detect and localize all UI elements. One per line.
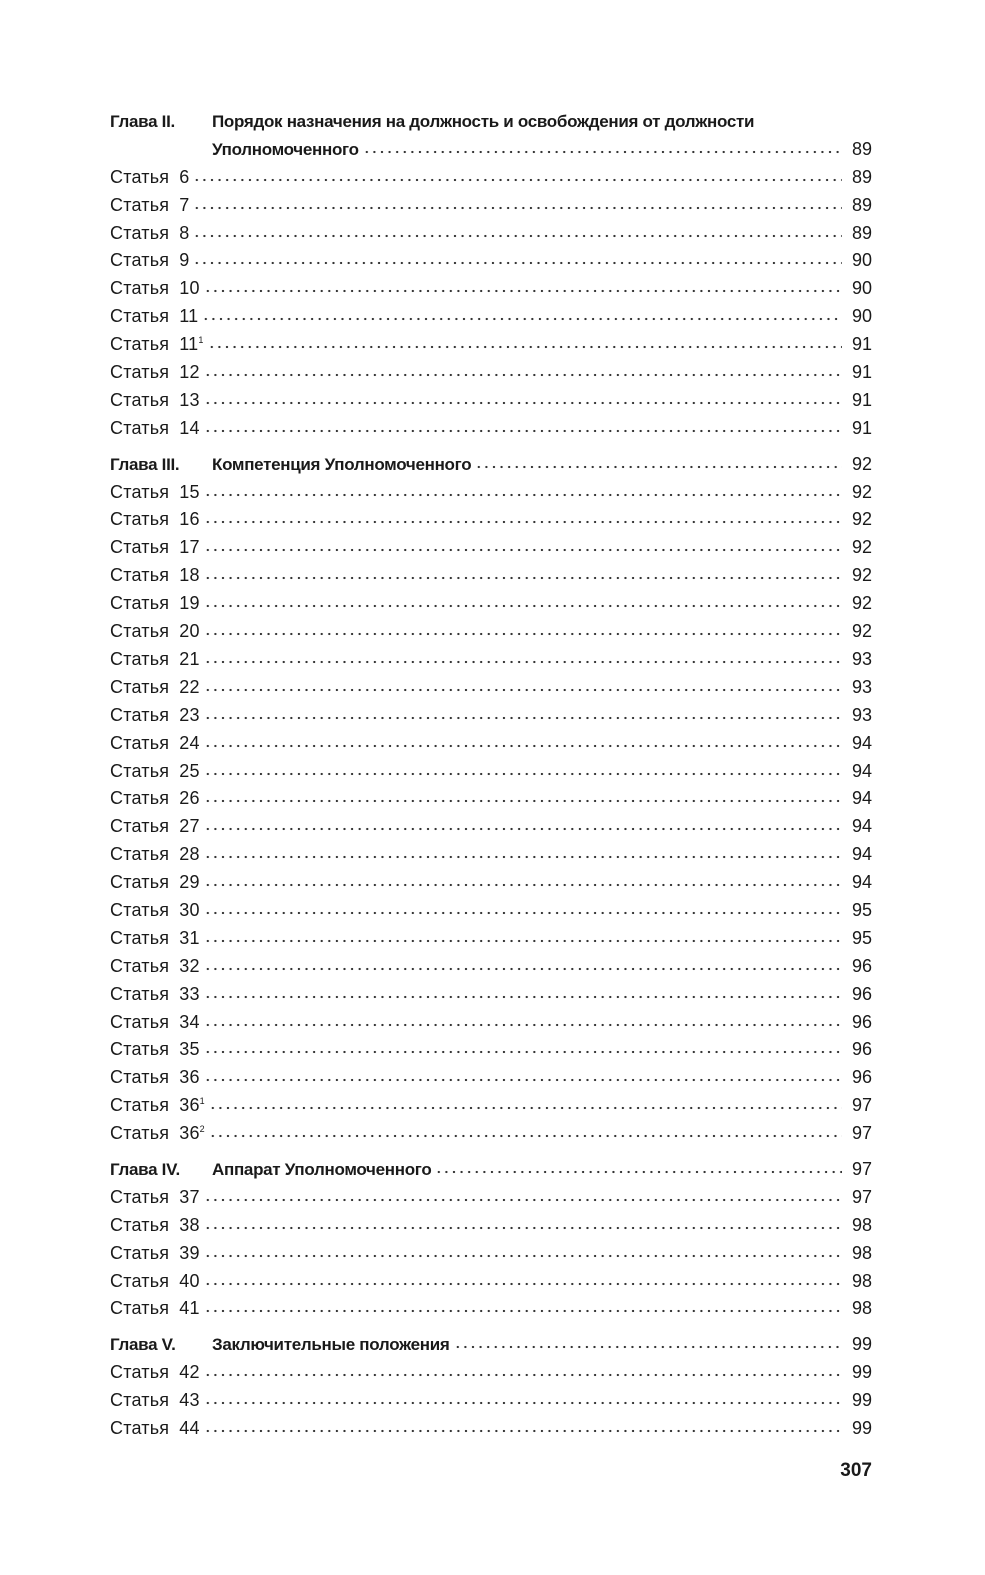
article-list	[110, 1359, 872, 1443]
toc-entry-article[interactable]	[110, 1212, 872, 1240]
article-label	[110, 1295, 200, 1323]
toc-entry-article[interactable]	[110, 331, 872, 359]
article-number: 17	[179, 537, 200, 558]
article-number: 14	[179, 417, 200, 438]
toc-entry-article[interactable]	[110, 1120, 872, 1148]
article-page-number: 94	[851, 844, 872, 865]
article-number: 20	[179, 621, 200, 642]
chapter-title	[212, 1331, 872, 1359]
article-page-number: 92	[851, 509, 872, 530]
article-word: Статья	[110, 389, 170, 410]
dot-leader	[204, 1401, 842, 1405]
article-page-number: 92	[851, 565, 872, 586]
article-word: Статья	[110, 509, 170, 530]
chapter-title-text: Порядок назначения на должность и освобождения от должности	[212, 112, 755, 131]
article-label	[110, 1359, 200, 1387]
toc-entry-article[interactable]	[110, 415, 872, 443]
chapter-title-line	[212, 108, 872, 136]
dot-leader	[204, 716, 842, 720]
toc-entry-article[interactable]	[110, 1240, 872, 1268]
article-word: Статья	[110, 1095, 170, 1116]
dot-leader	[193, 234, 842, 238]
article-page-number: 92	[851, 621, 872, 642]
article-number: 6	[179, 166, 190, 187]
article-page-number: 96	[851, 983, 872, 1004]
article-number: 11	[179, 306, 199, 327]
article-page-number: 91	[851, 362, 872, 383]
article-page-number: 94	[851, 872, 872, 893]
chapter-title-line	[212, 451, 872, 479]
toc-entry-article[interactable]	[110, 1387, 872, 1415]
article-number: 36	[179, 1067, 200, 1088]
article-number: 22	[179, 676, 200, 697]
toc-entry-article[interactable]	[110, 758, 872, 786]
article-label	[110, 1120, 205, 1148]
chapter-heading[interactable]	[110, 1156, 872, 1184]
article-page-number: 90	[851, 250, 872, 271]
article-word: Статья	[110, 1418, 170, 1439]
dot-leader	[204, 939, 842, 943]
article-label	[110, 192, 189, 220]
article-word: Статья	[110, 222, 170, 243]
article-word: Статья	[110, 194, 170, 215]
dot-leader	[204, 911, 842, 915]
dot-leader	[204, 967, 842, 971]
dot-leader	[204, 1373, 842, 1377]
article-page-number: 96	[851, 1011, 872, 1032]
article-number: 15	[179, 481, 200, 502]
article-number: 30	[179, 899, 200, 920]
toc-entry-article[interactable]	[110, 981, 872, 1009]
article-number: 8	[179, 222, 190, 243]
article-label	[110, 415, 200, 443]
dot-leader	[204, 883, 842, 887]
article-number: 31	[179, 927, 200, 948]
article-word: Статья	[110, 872, 170, 893]
dot-leader	[204, 1429, 842, 1433]
chapter-label: Глава IV.	[110, 1159, 180, 1179]
article-label	[110, 925, 200, 953]
dot-leader	[435, 1170, 842, 1174]
article-label	[110, 646, 200, 674]
article-word: Статья	[110, 306, 170, 327]
toc-entry-article[interactable]	[110, 275, 872, 303]
article-number: 37	[179, 1186, 200, 1207]
article-word: Статья	[110, 1214, 170, 1235]
article-number: 16	[179, 509, 200, 530]
toc-entry-article[interactable]	[110, 1268, 872, 1296]
toc-entry-article[interactable]	[110, 730, 872, 758]
article-word: Статья	[110, 621, 170, 642]
toc-entry-article[interactable]	[110, 953, 872, 981]
toc-entry-article[interactable]	[110, 479, 872, 507]
article-label	[110, 981, 200, 1009]
article-word: Статья	[110, 704, 170, 725]
toc-entry-article[interactable]	[110, 702, 872, 730]
toc-entry-article[interactable]	[110, 674, 872, 702]
toc-entry-article[interactable]	[110, 590, 872, 618]
toc-entry-article[interactable]	[110, 1295, 872, 1323]
dot-leader	[204, 1226, 842, 1230]
article-label	[110, 841, 200, 869]
dot-leader	[204, 401, 842, 405]
toc-entry-article[interactable]	[110, 562, 872, 590]
article-number: 19	[179, 593, 200, 614]
article-number: 28	[179, 844, 200, 865]
article-number: 44	[179, 1418, 200, 1439]
article-number: 33	[179, 983, 200, 1004]
toc-entry-article[interactable]	[110, 618, 872, 646]
dot-leader	[193, 206, 842, 210]
article-page-number: 94	[851, 732, 872, 753]
article-page-number: 97	[851, 1095, 872, 1116]
chapter-title	[212, 1156, 872, 1184]
dot-leader	[209, 1106, 842, 1110]
chapter-title-line	[212, 1156, 872, 1184]
toc-entry-article[interactable]	[110, 897, 872, 925]
toc-entry-article[interactable]	[110, 1064, 872, 1092]
article-word: Статья	[110, 1242, 170, 1263]
chapter-page-number: 89	[851, 138, 872, 159]
article-word: Статья	[110, 250, 170, 271]
chapter-title	[212, 108, 872, 164]
article-label	[110, 506, 200, 534]
article-word: Статья	[110, 537, 170, 558]
article-word: Статья	[110, 278, 170, 299]
article-page-number: 98	[851, 1214, 872, 1235]
article-word: Статья	[110, 166, 170, 187]
article-page-number: 94	[851, 788, 872, 809]
toc-entry-article[interactable]	[110, 1092, 872, 1120]
article-label	[110, 590, 200, 618]
toc-entry-article[interactable]	[110, 387, 872, 415]
article-page-number: 97	[851, 1186, 872, 1207]
chapter-title-text: Аппарат Уполномоченного	[212, 1159, 432, 1179]
toc-entry-article[interactable]	[110, 785, 872, 813]
article-page-number: 94	[851, 760, 872, 781]
article-page-number: 99	[851, 1390, 872, 1411]
toc-chapter	[110, 1331, 872, 1443]
toc-chapter	[110, 451, 872, 1148]
dot-leader	[454, 1345, 843, 1349]
dot-leader	[204, 799, 842, 803]
chapter-page-number: 92	[851, 453, 872, 474]
article-label	[110, 897, 200, 925]
article-page-number: 98	[851, 1270, 872, 1291]
article-label	[110, 220, 189, 248]
chapter-label: Глава II.	[110, 112, 175, 131]
article-page-number: 91	[851, 389, 872, 410]
toc-chapter	[110, 108, 872, 443]
dot-leader	[204, 1282, 842, 1286]
article-label	[110, 303, 198, 331]
article-word: Статья	[110, 1123, 170, 1144]
article-page-number: 97	[851, 1123, 872, 1144]
article-word: Статья	[110, 1186, 170, 1207]
article-page-number: 96	[851, 1067, 872, 1088]
dot-leader	[204, 1254, 842, 1258]
article-number: 32	[179, 955, 200, 976]
article-label	[110, 1415, 200, 1443]
article-word: Статья	[110, 1039, 170, 1060]
toc-entry-article[interactable]	[110, 869, 872, 897]
article-label	[110, 1009, 200, 1037]
article-word: Статья	[110, 927, 170, 948]
dot-leader	[204, 289, 842, 293]
toc-entry-article[interactable]	[110, 646, 872, 674]
article-label	[110, 953, 200, 981]
article-page-number: 93	[851, 704, 872, 725]
article-word: Статья	[110, 816, 170, 837]
article-number: 42	[179, 1362, 200, 1383]
article-page-number: 98	[851, 1298, 872, 1319]
dot-leader	[204, 604, 842, 608]
dot-leader	[204, 1309, 842, 1313]
article-label	[110, 275, 200, 303]
toc-entry-article[interactable]	[110, 1184, 872, 1212]
article-page-number: 92	[851, 593, 872, 614]
article-list	[110, 1184, 872, 1323]
toc-entry-article[interactable]	[110, 813, 872, 841]
chapter-label: Глава III.	[110, 454, 180, 474]
article-label	[110, 1240, 200, 1268]
dot-leader	[475, 465, 842, 469]
article-label	[110, 331, 204, 359]
toc-entry-article[interactable]	[110, 534, 872, 562]
article-label	[110, 247, 189, 275]
article-number: 7	[179, 194, 190, 215]
toc-chapter	[110, 1156, 872, 1323]
dot-leader	[204, 373, 842, 377]
toc-entry-article[interactable]	[110, 247, 872, 275]
article-label	[110, 534, 200, 562]
dot-leader	[204, 1078, 842, 1082]
article-number: $36^2$	[179, 1123, 205, 1144]
article-label	[110, 164, 189, 192]
article-word: Статья	[110, 955, 170, 976]
article-superscript: 2	[199, 1124, 205, 1135]
article-page-number: 93	[851, 676, 872, 697]
article-label	[110, 1092, 205, 1120]
dot-leader	[204, 772, 842, 776]
chapter-title-text: Заключительные положения	[212, 1335, 450, 1355]
article-label	[110, 359, 200, 387]
dot-leader	[209, 1134, 842, 1138]
chapter-title-text: Уполномоченного	[212, 139, 359, 159]
toc-entry-article[interactable]	[110, 841, 872, 869]
article-word: Статья	[110, 1298, 170, 1319]
article-page-number: 92	[851, 481, 872, 502]
article-number: 35	[179, 1039, 200, 1060]
article-number: 41	[179, 1298, 200, 1319]
chapter-page-number: 99	[851, 1334, 872, 1355]
article-list	[110, 479, 872, 1148]
article-label	[110, 702, 200, 730]
article-number: 38	[179, 1214, 200, 1235]
article-page-number: 92	[851, 537, 872, 558]
article-number: 34	[179, 1011, 200, 1032]
article-page-number: 89	[851, 194, 872, 215]
article-number: 9	[179, 250, 190, 271]
dot-leader	[202, 317, 842, 321]
article-page-number: 91	[851, 417, 872, 438]
dot-leader	[193, 178, 842, 182]
article-number: 39	[179, 1242, 200, 1263]
article-superscript: 1	[199, 1096, 205, 1107]
toc-entry-article[interactable]	[110, 1036, 872, 1064]
toc-entry-article[interactable]	[110, 1415, 872, 1443]
chapter-title	[212, 451, 872, 479]
article-page-number: 96	[851, 1039, 872, 1060]
dot-leader	[204, 744, 842, 748]
article-word: Статья	[110, 983, 170, 1004]
article-page-number: 99	[851, 1362, 872, 1383]
dot-leader	[204, 548, 842, 552]
article-number: $11^1$	[179, 334, 204, 355]
article-word: Статья	[110, 1390, 170, 1411]
article-number: 25	[179, 760, 200, 781]
dot-leader	[193, 261, 842, 265]
toc-entry-article[interactable]	[110, 1359, 872, 1387]
article-label	[110, 1387, 200, 1415]
article-word: Статья	[110, 1067, 170, 1088]
chapter-page-number: 97	[851, 1158, 872, 1179]
article-label	[110, 730, 200, 758]
article-label	[110, 758, 200, 786]
article-page-number: 89	[851, 166, 872, 187]
toc-entry-article[interactable]	[110, 220, 872, 248]
dot-leader	[204, 1050, 842, 1054]
toc-entry-article[interactable]	[110, 359, 872, 387]
chapter-heading[interactable]	[110, 108, 872, 164]
article-page-number: 95	[851, 927, 872, 948]
dot-leader	[208, 345, 842, 349]
dot-leader	[204, 576, 842, 580]
article-label	[110, 387, 200, 415]
article-page-number: 93	[851, 648, 872, 669]
article-word: Статья	[110, 648, 170, 669]
article-page-number: 95	[851, 899, 872, 920]
article-number: 29	[179, 872, 200, 893]
chapter-title-text: Компетенция Уполномоченного	[212, 454, 472, 474]
article-page-number: 96	[851, 955, 872, 976]
article-label	[110, 1184, 200, 1212]
article-label	[110, 869, 200, 897]
article-number: 40	[179, 1270, 200, 1291]
toc-entry-article[interactable]	[110, 303, 872, 331]
article-page-number: 94	[851, 816, 872, 837]
article-word: Статья	[110, 417, 170, 438]
article-page-number: 90	[851, 278, 872, 299]
article-page-number: 91	[851, 334, 872, 355]
article-word: Статья	[110, 899, 170, 920]
article-number: 27	[179, 816, 200, 837]
article-word: Статья	[110, 788, 170, 809]
chapter-label: Глава V.	[110, 1335, 176, 1355]
dot-leader	[204, 688, 842, 692]
table-of-contents	[110, 108, 872, 1443]
toc-entry-article[interactable]	[110, 506, 872, 534]
page-number: 307	[840, 1460, 872, 1481]
dot-leader	[204, 520, 842, 524]
dot-leader	[204, 995, 842, 999]
article-label	[110, 1268, 200, 1296]
article-label	[110, 618, 200, 646]
toc-entry-article[interactable]	[110, 925, 872, 953]
article-page-number: 99	[851, 1418, 872, 1439]
dot-leader	[204, 855, 842, 859]
article-number: 10	[179, 278, 200, 299]
article-word: Статья	[110, 1270, 170, 1291]
article-number: 26	[179, 788, 200, 809]
article-list	[110, 164, 872, 443]
article-number: 24	[179, 732, 200, 753]
toc-entry-article[interactable]	[110, 164, 872, 192]
article-number: 18	[179, 565, 200, 586]
article-label	[110, 813, 200, 841]
article-number: 43	[179, 1390, 200, 1411]
article-word: Статья	[110, 1362, 170, 1383]
dot-leader	[204, 660, 842, 664]
article-number: $36^1$	[179, 1095, 205, 1116]
article-word: Статья	[110, 334, 170, 355]
dot-leader	[363, 150, 842, 154]
article-word: Статья	[110, 565, 170, 586]
dot-leader	[204, 827, 842, 831]
article-label	[110, 562, 200, 590]
article-word: Статья	[110, 593, 170, 614]
article-word: Статья	[110, 362, 170, 383]
dot-leader	[204, 429, 842, 433]
article-number: 23	[179, 704, 200, 725]
chapter-heading[interactable]	[110, 1331, 872, 1359]
article-word: Статья	[110, 1011, 170, 1032]
chapter-heading[interactable]	[110, 451, 872, 479]
dot-leader	[204, 632, 842, 636]
article-word: Статья	[110, 676, 170, 697]
dot-leader	[204, 493, 842, 497]
article-number: 12	[179, 362, 200, 383]
article-number: 21	[179, 648, 200, 669]
article-page-number: 98	[851, 1242, 872, 1263]
article-superscript: 1	[198, 335, 204, 346]
article-number: 13	[179, 389, 200, 410]
article-label	[110, 674, 200, 702]
toc-entry-article[interactable]	[110, 1009, 872, 1037]
article-label	[110, 1064, 200, 1092]
article-word: Статья	[110, 732, 170, 753]
chapter-title-line	[212, 136, 872, 164]
toc-entry-article[interactable]	[110, 192, 872, 220]
chapter-title-line	[212, 1331, 872, 1359]
article-page-number: 90	[851, 306, 872, 327]
article-word: Статья	[110, 760, 170, 781]
article-word: Статья	[110, 481, 170, 502]
dot-leader	[204, 1198, 842, 1202]
article-label	[110, 1212, 200, 1240]
article-label	[110, 785, 200, 813]
article-label	[110, 479, 200, 507]
article-page-number: 89	[851, 222, 872, 243]
article-label	[110, 1036, 200, 1064]
article-word: Статья	[110, 844, 170, 865]
dot-leader	[204, 1023, 842, 1027]
